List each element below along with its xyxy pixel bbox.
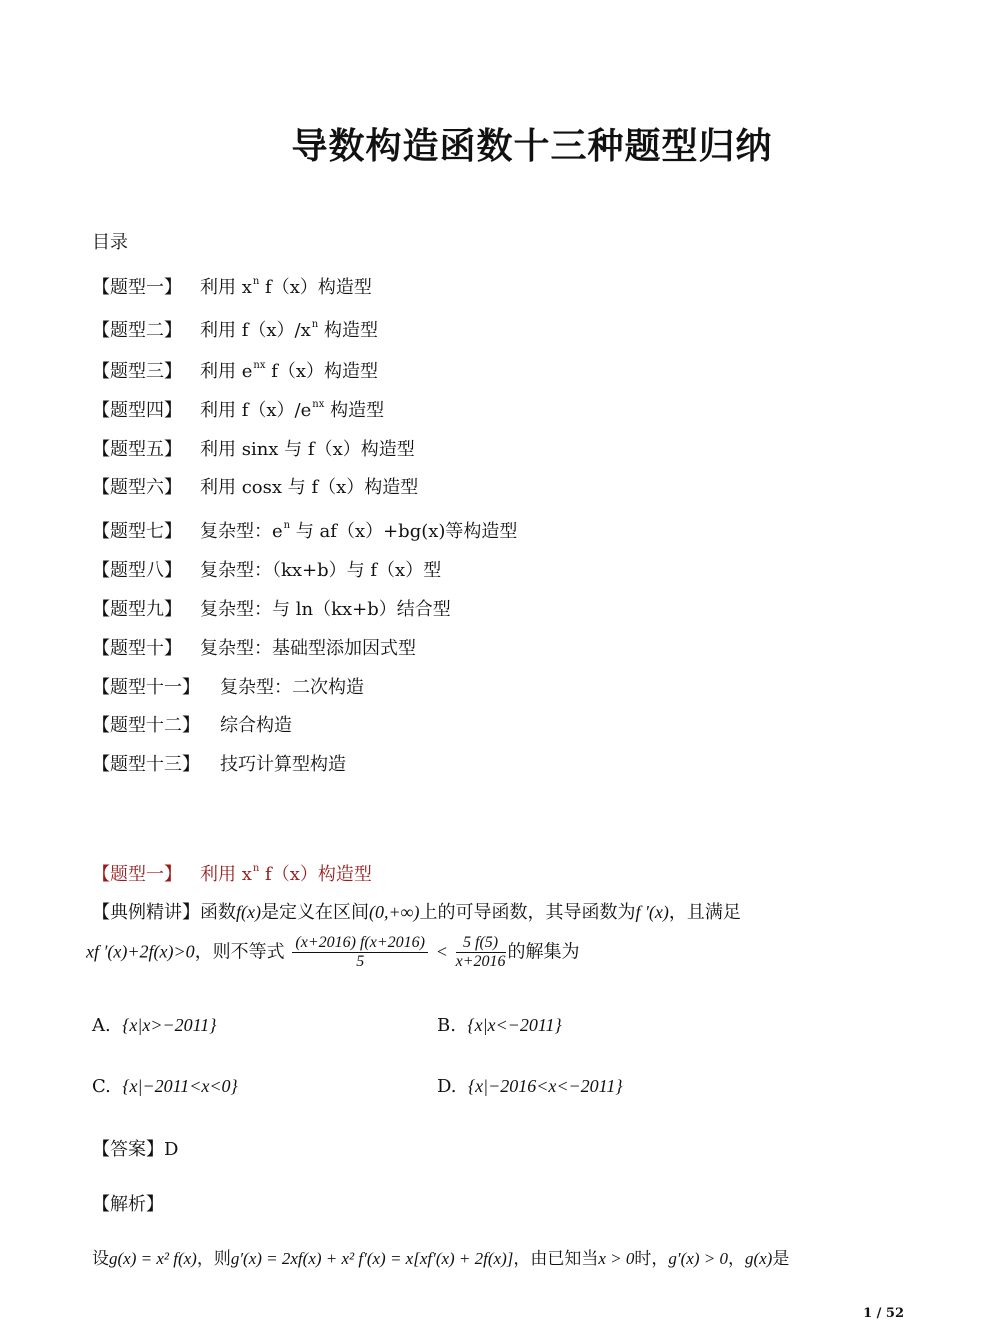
option-c[interactable]: C. {x|−2011<x<0}	[92, 1076, 238, 1097]
toc-item[interactable]: 【题型四】 利用 $f(x)/e^{nx}$ 构造型	[92, 399, 385, 421]
toc-item[interactable]: 【题型十二】 综合构造	[92, 715, 292, 736]
toc-item[interactable]: 【题型一】 利用 $x^n$ f（x）构造型	[92, 276, 372, 298]
example-line-2: xf ′(x)+2f(x)>0，则不等式 $\frac{(x+2016) f(x+2016)}{5}$ < $\frac{5 f(5)}{x+2016}$ 的解集为	[86, 934, 580, 970]
toc-item[interactable]: 【题型六】 利用 cosx 与 f（x）构造型	[92, 477, 419, 498]
section-heading: 【题型一】 利用 $x^n$ f（x）构造型	[92, 863, 372, 885]
option-a[interactable]: A. {x|x>−2011}	[92, 1015, 217, 1036]
page-number: 1 / 52	[863, 1306, 904, 1321]
option-d[interactable]: D. {x|−2016<x<−2011}	[437, 1076, 623, 1097]
toc-item[interactable]: 【题型五】 利用 sinx 与 f（x）构造型	[92, 439, 415, 460]
option-b[interactable]: B. {x|x<−2011}	[437, 1015, 562, 1036]
toc-item[interactable]: 【题型九】 复杂型：与 ln（kx+b）结合型	[92, 599, 451, 620]
toc-item[interactable]: 【题型十三】 技巧计算型构造	[92, 754, 346, 775]
answer: 【答案】D	[92, 1139, 179, 1160]
toc-item[interactable]: 【题型七】 复杂型：$e^n$ 与 af（x）+bg(x)等构造型	[92, 520, 518, 542]
analysis-line-1: 设g(x) = x² f(x)，则g′(x) = 2xf(x) + x² f′(x) = x[xf′(x) + 2f(x)]，由已知当x > 0时，g′(x) > 0，g(x)是	[92, 1249, 790, 1269]
toc-heading: 目录	[92, 232, 128, 253]
page-title: 导数构造函数十三种题型归纳	[291, 126, 773, 167]
toc-item[interactable]: 【题型八】 复杂型：（kx+b）与 f（x）型	[92, 560, 442, 581]
toc-item[interactable]: 【题型十】 复杂型：基础型添加因式型	[92, 638, 416, 659]
analysis-label: 【解析】	[92, 1194, 164, 1215]
toc-item[interactable]: 【题型二】 利用 $f(x)/x^n$ 构造型	[92, 319, 378, 341]
toc-item[interactable]: 【题型十一】 复杂型：二次构造	[92, 677, 364, 698]
rhs-fraction: $\frac{5 f(5)}{x+2016}$	[455, 934, 506, 970]
toc-item[interactable]: 【题型三】 利用 $e^{nx}$ f（x）构造型	[92, 360, 379, 382]
example-line-1: 【典例精讲】函数f(x)是定义在区间(0,+∞)上的可导函数，其导函数为f ′(x)，且满足	[92, 902, 741, 923]
lhs-fraction: $\frac{(x+2016) f(x+2016)}{5}$	[292, 934, 428, 971]
